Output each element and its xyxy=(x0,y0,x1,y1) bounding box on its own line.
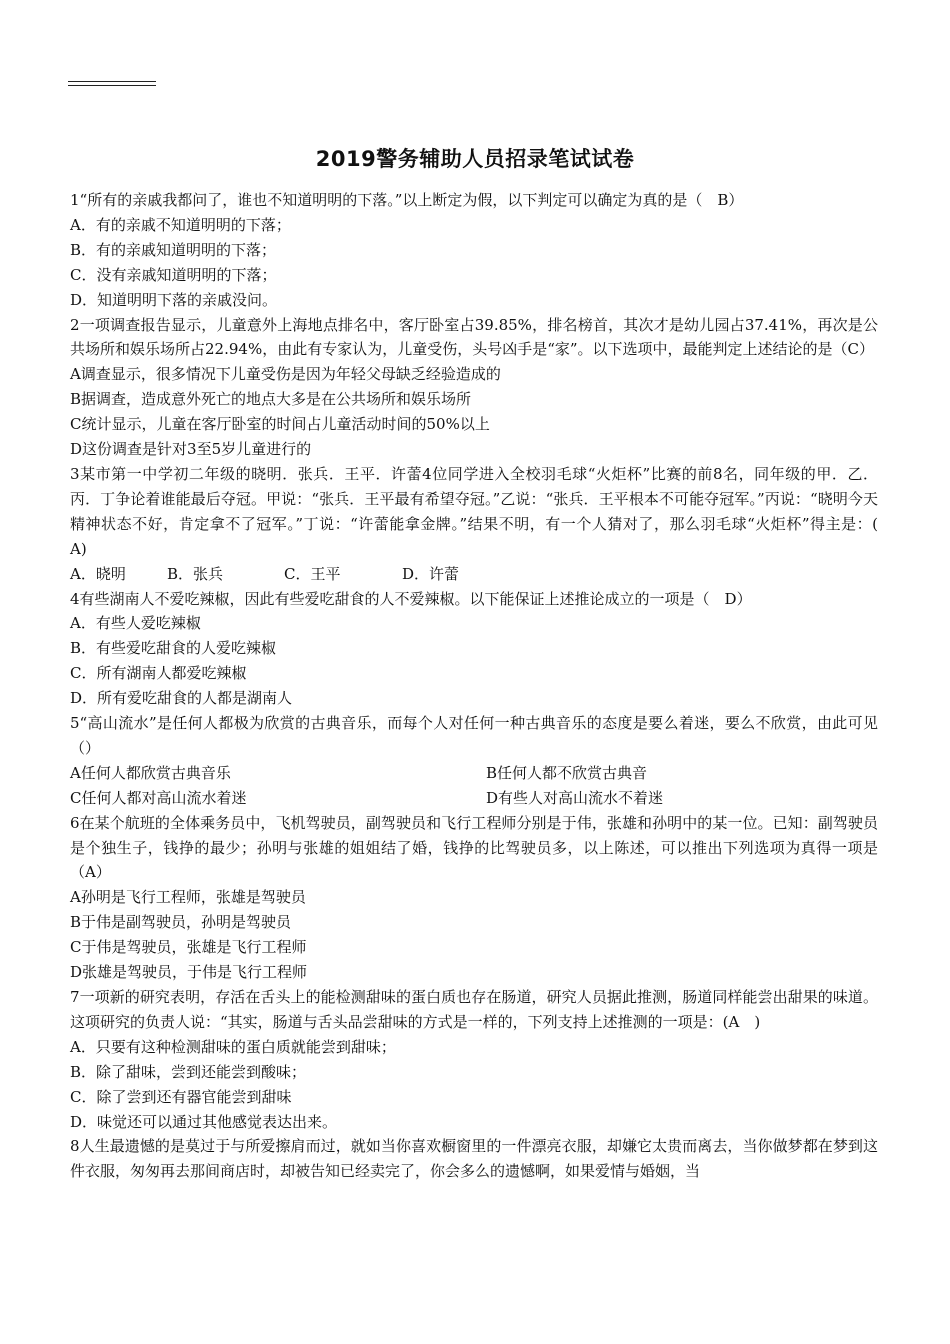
question-5-option-b: B任何人都不欣赏古典音 xyxy=(486,763,648,782)
question-1-stem: 1“所有的亲戚我都问了，谁也不知道明明的下落。”以上断定为假，以下判定可以确定为真的是（ B） xyxy=(70,191,744,209)
question-7-option-a: A．只要有这种检测甜味的蛋白质就能尝到甜味； xyxy=(70,1037,396,1056)
question-5-option-c: C任何人都对高山流水着迷 xyxy=(70,788,247,807)
question-4-option-a: A．有些人爱吃辣椒 xyxy=(70,614,201,633)
page-title: 2019警务辅助人员招录笔试试卷 xyxy=(315,147,635,171)
exam-body xyxy=(70,188,894,1184)
question-4-stem: 4有些湖南人不爱吃辣椒，因此有些爱吃甜食的人不爱辣椒。以下能保证上述推论成立的一项是（ D） xyxy=(70,589,752,608)
question-1-option-a: A．有的亲戚不知道明明的下落； xyxy=(70,215,291,234)
question-5-options-row-1 xyxy=(70,761,878,786)
question-4-option-d: D．所有爱吃甜食的人都是湖南人 xyxy=(70,689,293,708)
question-5-option-a: A任何人都欣赏古典音乐 xyxy=(70,763,231,782)
question-5-option-d: D有些人对高山流水不着迷 xyxy=(486,788,664,807)
question-1-option-c: C．没有亲戚知道明明的下落； xyxy=(70,265,277,284)
question-5-options-row-2 xyxy=(70,786,878,811)
question-6-stem: 6在某个航班的全体乘务员中，飞机驾驶员，副驾驶员和飞行工程师分别是于伟，张雄和孙明中的某一位。已知：副驾驶员是个独生子，钱挣的最少；孙明与张雄的姐姐结了婚，钱挣的比驾驶员多，以上陈述，可以推出下列选项为真得一项是（A） xyxy=(70,813,878,882)
question-7-option-c: C．除了尝到还有器官能尝到甜味 xyxy=(70,1087,292,1106)
question-7-stem: 7一项新的研究表明，存活在舌头上的能检测甜味的蛋白质也存在肠道，研究人员据此推测，肠道同样能尝出甜果的味道。这项研究的负责人说：“其实，肠道与舌头品尝甜味的方式是一样的，下列支持上述推测的一项是：(A ) xyxy=(70,988,878,1031)
question-2-option-b: B据调查，造成意外死亡的地点大多是在公共场所和娱乐场所 xyxy=(70,390,472,409)
question-3-option-d: D．许蕾 xyxy=(402,564,460,583)
question-4-option-c: C．所有湖南人都爱吃辣椒 xyxy=(70,664,247,683)
question-3-stem: 3某市第一中学初二年级的晓明．张兵．王平．许蕾4位同学进入全校羽毛球“火炬杯”比赛的前8名，同年级的甲．乙．丙．丁争论着谁能最后夺冠。甲说：“张兵．王平最有希望夺冠。”乙说：“张兵．王平根本不可能夺冠军。”丙说：“晓明今天精神状态不好，肯定拿不了冠军。”丁说：“许蕾能拿金牌。”结果不明，有一个人猜对了，那么羽毛球“火炬杯”得主是：( A) xyxy=(70,464,894,558)
header-rule xyxy=(68,81,156,86)
question-7-option-b: B．除了甜味，尝到还能尝到酸味； xyxy=(70,1062,307,1081)
question-8-stem: 8人生最遗憾的是莫过于与所爱擦肩而过，就如当你喜欢橱窗里的一件漂亮衣服，却嫌它太贵而离去，当你做梦都在梦到这件衣服，匆匆再去那间商店时，却被告知已经卖完了，你会多么的遗憾啊，如果爱情与婚姻，当 xyxy=(70,1137,878,1181)
question-6-option-d: D张雄是驾驶员，于伟是飞行工程师 xyxy=(70,963,308,982)
question-2-option-d: D这份调查是针对3至5岁儿童进行的 xyxy=(70,440,312,459)
question-5-stem: 5“高山流水”是任何人都极为欣赏的古典音乐，而每个人对任何一种古典音乐的态度是要么着迷，要么不欣赏，由此可见（） xyxy=(70,714,878,757)
question-3-options xyxy=(70,562,878,587)
question-6-option-c: C于伟是驾驶员，张雄是飞行工程师 xyxy=(70,938,307,957)
question-4-option-b: B．有些爱吃甜食的人爱吃辣椒 xyxy=(70,639,277,658)
question-2-option-a: A调查显示，很多情况下儿童受伤是因为年轻父母缺乏经验造成的 xyxy=(70,365,501,384)
question-2-stem: 2一项调查报告显示，儿童意外上海地点排名中，客厅卧室占39.85%，排名榜首，其次才是幼儿园占37.41%，再次是公共场所和娱乐场所占22.94%，由此有专家认为，儿童受伤，头号凶手是“家”。以下选项中，最能判定上述结论的是（C） xyxy=(70,315,878,359)
question-1-option-b: B．有的亲戚知道明明的下落； xyxy=(70,240,277,259)
question-3-option-a: A．晓明 xyxy=(70,564,126,583)
question-6-option-a: A孙明是飞行工程师，张雄是驾驶员 xyxy=(70,888,306,907)
question-7-option-d: D．味觉还可以通过其他感觉表达出来。 xyxy=(70,1112,338,1131)
question-6-option-b: B于伟是副驾驶员，孙明是驾驶员 xyxy=(70,913,292,932)
question-1-option-d: D．知道明明下落的亲戚没问。 xyxy=(70,290,278,309)
question-3-option-c: C．王平 xyxy=(284,564,341,583)
question-2-option-c: C统计显示，儿童在客厅卧室的时间占儿童活动时间的50%以上 xyxy=(70,415,490,434)
question-3-option-b: B．张兵 xyxy=(167,564,224,583)
